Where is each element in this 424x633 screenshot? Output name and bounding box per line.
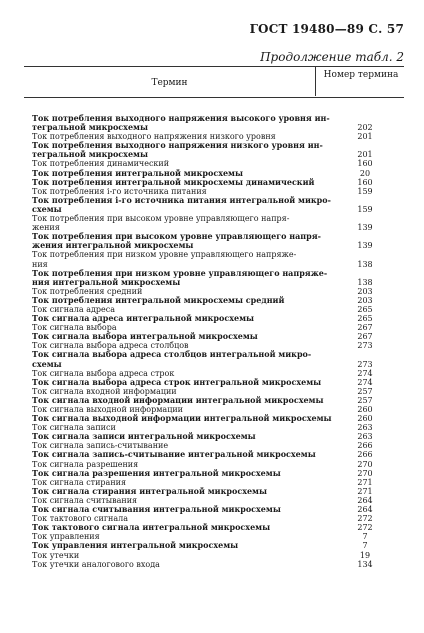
term-number: 160 [357, 177, 373, 187]
term-number: 159 [357, 186, 373, 196]
term-text: Ток потребления i-го источника питания [32, 186, 207, 196]
term-text: Ток потребления при низком уровне управляющего напряже- [32, 250, 297, 260]
term-text: Ток сигнала записи [32, 423, 116, 433]
term-number: 201 [357, 150, 373, 160]
term-number: 263 [357, 423, 373, 433]
table-row [32, 250, 404, 259]
term-number: 272 [357, 523, 373, 533]
table-row [32, 560, 404, 569]
term-number: 265 [357, 304, 373, 314]
term-number: 264 [357, 505, 373, 515]
table-row [32, 432, 404, 441]
term-text: Ток потребления выходного напряжения низкого уровня ин- [32, 140, 323, 151]
term-text: Ток потребления при низком уровне управляющего напряже- [32, 267, 328, 278]
table-row [32, 487, 404, 496]
term-text: Ток сигнала выбора адреса столбцов интегральной микро- [32, 349, 312, 360]
term-text: Ток тактового сигнала [32, 514, 128, 524]
term-number: 274 [357, 377, 373, 387]
term-text: Ток сигнала входной информации [32, 386, 177, 396]
term-text: Ток управления интегральной микросхемы [32, 540, 239, 551]
table-row [32, 241, 404, 250]
table-row [32, 378, 404, 387]
table-row [32, 314, 404, 323]
term-number: 203 [357, 286, 373, 296]
term-number: 265 [357, 314, 373, 324]
term-number: 266 [357, 450, 373, 460]
term-number: 272 [357, 514, 373, 524]
table-row [32, 505, 404, 514]
table-row [32, 150, 404, 159]
term-text: Ток сигнала записи интегральной микросхемы [32, 431, 256, 442]
term-text: Ток сигнала запись-считывание [32, 441, 169, 451]
term-number: 267 [357, 332, 373, 342]
term-number: 257 [357, 395, 373, 405]
term-text: Ток сигнала выбора интегральной микросхемы [32, 331, 258, 342]
term-text: Ток сигнала запись-считывание интегральной микросхемы [32, 449, 316, 460]
term-text: Ток потребления интегральной микросхемы [32, 167, 244, 178]
term-number: 202 [357, 123, 373, 133]
term-text: Ток сигнала выбора адреса строк интегральной микросхемы [32, 376, 322, 387]
term-number: 273 [357, 359, 373, 369]
table-row [32, 196, 404, 205]
term-number: 138 [357, 277, 373, 287]
term-number: 273 [357, 341, 373, 351]
term-text: Ток сигнала считывания [32, 495, 138, 505]
table-row [32, 469, 404, 478]
term-text: Ток сигнала входной информации интегральной микросхемы [32, 394, 324, 405]
term-number: 270 [357, 459, 373, 469]
term-text: Ток сигнала разрешения [32, 459, 139, 469]
column-header-term: Термин [151, 78, 188, 88]
table-row [32, 278, 404, 287]
term-text: Ток сигнала выбора адреса столбцов [32, 341, 189, 351]
table-row [32, 551, 404, 560]
term-text: Ток потребления выходного напряжения низкого уровня [32, 132, 276, 142]
term-text: Ток потребления при высоком уровне управляющего напря- [32, 231, 321, 242]
table-row [32, 296, 404, 305]
term-number: 264 [357, 495, 373, 505]
term-text: Ток сигнала стирания интегральной микросхемы [32, 485, 268, 496]
term-number: 263 [357, 432, 373, 442]
term-text: Ток сигнала стирания [32, 477, 127, 487]
term-number: 160 [357, 159, 373, 169]
term-number: 7 [362, 532, 368, 542]
term-text: Ток утечки [32, 550, 80, 560]
term-text: Ток сигнала выходной информации [32, 405, 184, 414]
term-text: Ток сигнала выбора [32, 323, 117, 333]
table-row [32, 178, 404, 187]
term-text: Ток сигнала разрешения интегральной микросхемы [32, 467, 281, 478]
table-caption: Продолжение табл. 2 [260, 50, 404, 64]
term-number: 20 [359, 168, 371, 178]
column-divider [315, 66, 316, 96]
table-row [32, 523, 404, 532]
term-number: 274 [357, 368, 373, 378]
term-text: Ток сигнала выходной информации интегральной микросхемы [32, 413, 332, 424]
term-number: 257 [357, 386, 373, 396]
table-row [32, 214, 404, 223]
term-number: 134 [357, 559, 373, 569]
term-number: 266 [357, 441, 373, 451]
term-number: 267 [357, 323, 373, 333]
term-text: Ток сигнала адреса интегральной микросхемы [32, 313, 255, 324]
term-text: жения интегральной микросхемы [32, 240, 194, 251]
term-text: Ток потребления динамический [32, 159, 170, 169]
table-row [32, 332, 404, 341]
term-number: 270 [357, 468, 373, 478]
term-text: тегральной микросхемы [32, 122, 148, 133]
terms-table-body [32, 114, 404, 569]
term-text: Ток сигнала выбора адреса строк [32, 368, 175, 378]
term-number: 201 [357, 132, 373, 142]
term-number: 19 [359, 550, 371, 560]
term-number: 271 [357, 477, 373, 487]
term-text: Ток тактового сигнала интегральной микросхемы [32, 522, 271, 533]
table-row [32, 541, 404, 550]
term-text: Ток утечки аналогового входа [32, 559, 160, 569]
table-row [32, 396, 404, 405]
term-number: 260 [357, 405, 373, 414]
term-text: тегральной микросхемы [32, 149, 148, 160]
term-number: 7 [362, 541, 368, 551]
table-row [32, 450, 404, 459]
term-number: 203 [357, 295, 373, 305]
term-text: Ток управления [32, 532, 100, 542]
term-text: Ток потребления при высоком уровне управляющего напря- [32, 214, 290, 224]
term-text: схемы [32, 358, 62, 369]
term-text: Ток потребления интегральной микросхемы динамический [32, 176, 315, 187]
table-row [32, 360, 404, 369]
term-text: ния интегральной микросхемы [32, 276, 181, 287]
term-number: 271 [357, 486, 373, 496]
term-number: 159 [357, 204, 373, 214]
term-text: ния [32, 259, 48, 269]
table-row [32, 350, 404, 359]
page-header: ГОСТ 19480—89 С. 57 [249, 22, 404, 36]
term-text: схемы [32, 203, 62, 214]
table-row [32, 123, 404, 132]
term-text: Ток сигнала адреса [32, 304, 115, 314]
table-row [32, 205, 404, 214]
term-text: Ток потребления i-го источника питания интегральной микро- [32, 194, 331, 205]
column-header-number: Номер термина [323, 70, 399, 80]
term-text: Ток потребления средний [32, 286, 143, 296]
term-text: Ток потребления интегральной микросхемы средний [32, 294, 285, 305]
term-text: жения [32, 223, 60, 233]
term-number: 139 [357, 241, 373, 251]
term-text: Ток потребления выходного напряжения высокого уровня ин- [32, 113, 330, 123]
term-number: 138 [357, 259, 373, 269]
term-number: 139 [357, 223, 373, 233]
term-number: 260 [357, 414, 373, 424]
table-row [32, 414, 404, 423]
term-text: Ток сигнала считывания интегральной микросхемы [32, 504, 281, 515]
